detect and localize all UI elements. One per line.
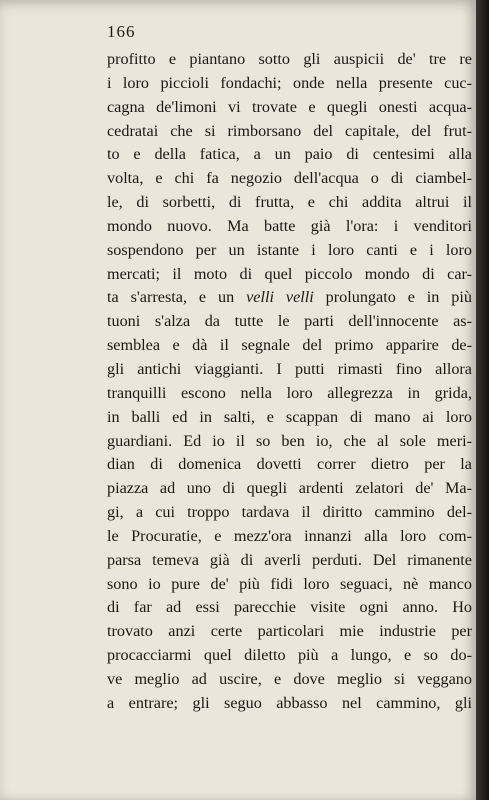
text-line: mercati; il moto di quel piccolo mondo di car- — [107, 264, 472, 283]
text-line: le Procuratie, e mezz'ora innanzi alla loro com- — [107, 526, 472, 545]
italic-phrase: velli velli — [246, 288, 314, 307]
text-line: parsa temeva già di averli perduti. Del rimanente — [107, 550, 472, 569]
text-line: gli antichi viaggianti. I putti rimasti fino allora — [107, 359, 472, 378]
text-line: gi, a cui troppo tardava il diritto cammino del- — [107, 503, 472, 522]
text-line: mondo nuovo. Ma batte già l'ora: i venditori — [107, 216, 472, 235]
text-line: volta, e chi fa negozio dell'acqua o di ciambel- — [107, 169, 472, 188]
text-line: trovato anzi certe particolari mie industrie per — [107, 622, 472, 641]
page-edge-shadow — [476, 0, 489, 800]
text-line: profitto e piantano sotto gli auspicii de' tre re — [107, 50, 472, 68]
text-line: tuoni s'alza da tutte le parti dell'innocente as- — [107, 312, 472, 331]
text-line: ve meglio ad uscire, e dove meglio si veggano — [107, 669, 472, 688]
page-number: 166 — [107, 22, 136, 41]
text-line: sospendono per un istante i loro canti e i loro — [107, 240, 472, 259]
text-line: a entrare; gli seguo abbasso nel cammino, gli — [107, 693, 472, 712]
text-line: procacciarmi quel diletto più a lungo, e so do- — [107, 646, 472, 665]
text-line: semblea e dà il segnale del primo apparire de- — [107, 336, 472, 355]
text-line-with-italic — [107, 286, 472, 310]
text-line: tranquilli escono nella loro allegrezza in grida, — [107, 383, 472, 402]
text-line: sono io pure de' più fidi loro seguaci, nè manco — [107, 574, 472, 593]
text-line: cedratai che si rimborsano del capitale, del frut- — [107, 121, 472, 140]
text-line: dian di domenica dovetti correr dietro per la — [107, 455, 472, 474]
text-line: in balli ed in salti, e scappan di mano ai loro — [107, 407, 472, 426]
text-line: cagna de'limoni vi trovate e quegli onesti acqua- — [107, 97, 472, 116]
text-line: di far ad essi parecchie visite ogni anno. Ho — [107, 598, 472, 617]
body-text — [107, 48, 472, 716]
text-line: le, di sorbetti, di frutta, e chi addita altrui il — [107, 193, 472, 212]
text-segment: prolungato e in più — [313, 288, 472, 307]
text-line: to e della fatica, a un paio di centesimi alla — [107, 145, 472, 164]
text-line: i loro piccioli fondachi; onde nella presente cuc- — [107, 73, 472, 92]
text-line: piazza ad uno di quegli ardenti zelatori de' Ma- — [107, 479, 472, 498]
text-line: guardiani. Ed io il so ben io, che al sole meri- — [107, 431, 472, 450]
text-segment: ta s'arresta, e un — [107, 288, 247, 307]
